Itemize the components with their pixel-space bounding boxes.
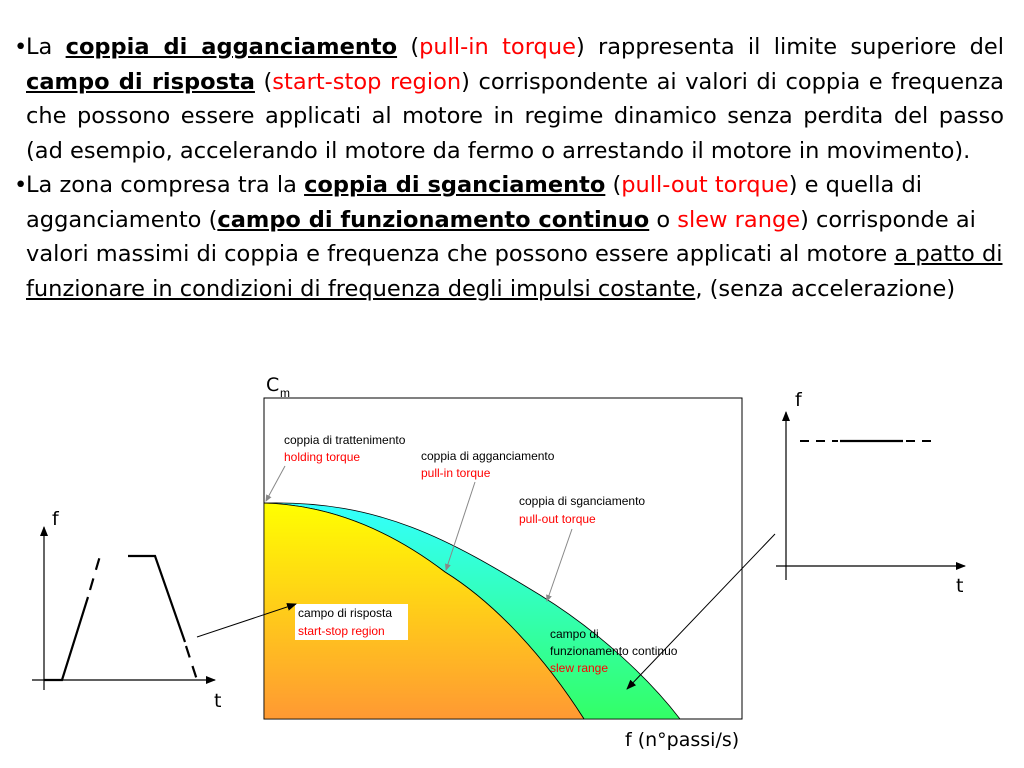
slew-range-label-it-1: campo di — [550, 627, 599, 641]
bullet-marker: • — [14, 172, 28, 198]
text-run: La zona compresa tra la — [26, 172, 305, 198]
term-start-stop-en: start-stop region — [272, 68, 462, 95]
text-run: La — [26, 34, 66, 60]
pull-in-torque-label-en: pull-in torque — [421, 466, 491, 480]
holding-torque-label-en: holding torque — [284, 450, 361, 464]
text-run: ) e quella di agganciamento ( — [26, 172, 922, 233]
start-stop-label-en: start-stop region — [298, 624, 385, 638]
term-pull-in-torque-en: pull-in torque — [419, 34, 576, 60]
text-run: ( — [397, 34, 420, 60]
left-x-label: t — [214, 690, 222, 712]
holding-torque-label-it: coppia di trattenimento — [284, 433, 406, 447]
term-pull-in-torque: coppia di agganciamento — [65, 34, 398, 60]
main-chart — [264, 374, 742, 751]
left-y-label: f — [52, 508, 59, 530]
left-ramp-down-dashed — [186, 646, 197, 680]
pull-in-torque-label-it: coppia di agganciamento — [421, 449, 555, 463]
left-ramp-up-dashed — [90, 556, 100, 590]
right-x-label: t — [956, 575, 964, 597]
pull-out-torque-label-en: pull-out torque — [519, 512, 596, 526]
term-pull-out-torque: coppia di sganciamento — [304, 172, 606, 198]
text-run: ) rappresenta il limite superiore del — [575, 34, 1004, 60]
term-pull-out-torque-en: pull-out torque — [621, 172, 789, 198]
y-axis-subscript: m — [280, 386, 290, 400]
text-run: ) corrispondente ai valori di coppia e frequenza che possono essere applicati al motore in regime dinamico senza perdita del passo (ad esempio, accelerando il motore da fermo o arrestando il motore in movimento). — [26, 68, 1004, 164]
term-slew-range-en: slew range — [677, 206, 801, 233]
text-run: , (senza accelerazione) — [695, 275, 956, 302]
x-axis-label: f (n°passi/s) — [625, 729, 740, 751]
right-y-label: f — [795, 389, 802, 411]
text-run: ( — [254, 68, 273, 95]
y-axis-label: C — [266, 374, 280, 396]
left-ramp-up — [44, 597, 88, 680]
pull-out-torque-label-it: coppia di sganciamento — [519, 494, 646, 508]
constant-frequency-condition: a patto di funzionare in condizioni di frequenza degli impulsi costante — [26, 241, 1003, 302]
left-chart — [32, 508, 296, 712]
text-run: o — [649, 206, 678, 233]
term-slew-range: campo di funzionamento continuo — [217, 206, 650, 233]
term-start-stop: campo di risposta — [26, 68, 255, 95]
slew-range-label-it-2: funzionamento continuo — [550, 644, 678, 658]
left-ramp-down — [128, 556, 185, 642]
start-stop-label-it: campo di risposta — [298, 606, 393, 620]
bullet-marker: • — [14, 34, 28, 60]
text-run: ) corrisponde ai valori massimi di coppia e frequenza che possono essere applicati al motore — [26, 206, 976, 267]
slew-range-label-en: slew range — [550, 661, 609, 675]
text-run: ( — [605, 172, 622, 198]
